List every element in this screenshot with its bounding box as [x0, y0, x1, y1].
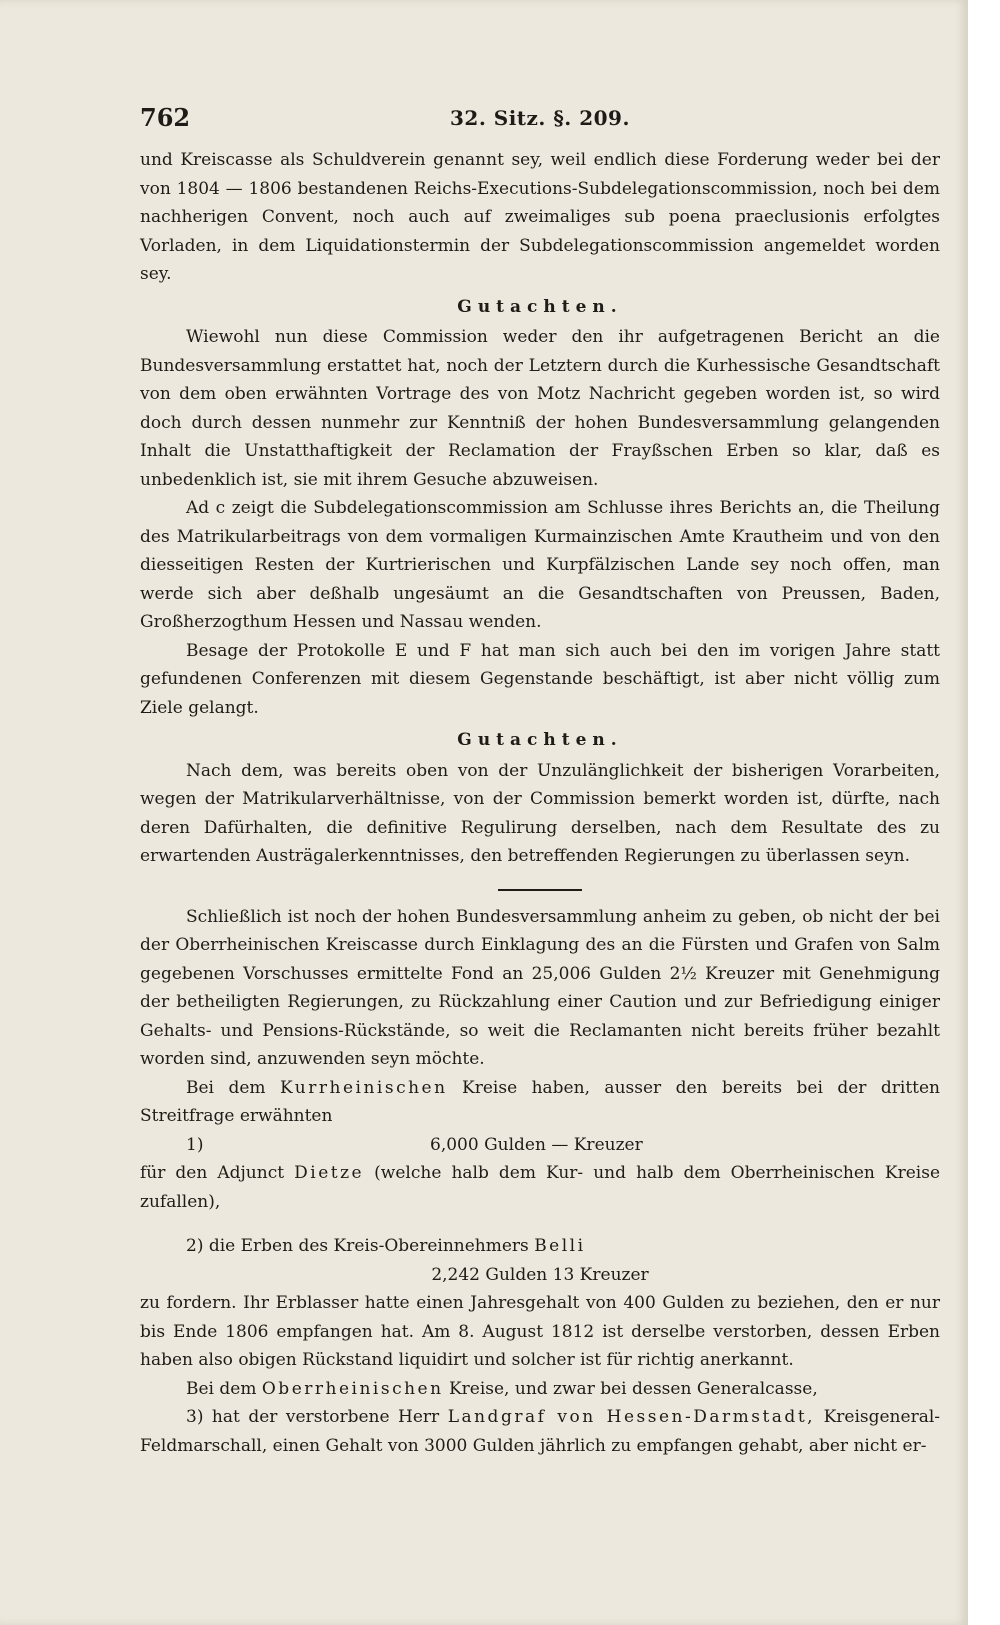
- paragraph: [140, 1403, 940, 1460]
- text-run: (welche halb dem Kur- und halb dem Oberrheinischen Kreise zufallen),: [140, 1163, 940, 1212]
- amount: 2,242 Gulden 13 Kreuzer: [431, 1264, 649, 1285]
- spaced-name: Oberrheinischen: [261, 1378, 444, 1399]
- amount: 6,000 Gulden — Kreuzer: [430, 1134, 643, 1155]
- text-run: 2) die Erben des Kreis-Obereinnehmers: [186, 1236, 529, 1256]
- spaced-name: Kurrheinischen: [279, 1077, 448, 1098]
- paragraph: zu fordern. Ihr Erblasser hatte einen Jahresgehalt von 400 Gulden zu beziehen, den er nur bis Ende 1806 empfangen hat. Am 8. August 1812 ist derselbe verstorben, dessen Erben haben also obigen Rückstand liquidirt und solcher ist für richtig anerkannt.: [140, 1293, 940, 1370]
- section-heading: Gutachten.: [457, 296, 623, 317]
- page-header: [140, 98, 940, 138]
- spaced-name: Dietze: [294, 1163, 365, 1183]
- text-run: Bei dem: [186, 1378, 257, 1399]
- spaced-name: Landgraf von Hessen-Darmstadt,: [447, 1407, 816, 1427]
- page-number: 762: [140, 103, 191, 132]
- paragraph: Nach dem, was bereits oben von der Unzulänglichkeit der bisherigen Vorarbeiten, wegen der Matrikularverhältnisse, von der Commission bemerkt worden ist, dürfte, nach deren Dafürhalten, die definitive Regulirung derselben, nach dem Resultate des zu erwartenden Austrägalerkenntnisses, den betreffenden Regierungen zu überlassen seyn.: [140, 760, 940, 866]
- paragraph: Wiewohl nun diese Commission weder den ihr aufgetragenen Bericht an die Bundesversammlung erstattet hat, noch der Letztern durch die Kurhessische Gesandtschaft von dem oben erwähnten Vortrage des von Motz Nachricht gegeben worden ist, so wird doch durch dessen nunmehr zur Kenntniß der hohen Bundesversammlung gelangenden Inhalt die Unstatthaftigkeit der Reclamation der Frayßschen Erben so klar, daß es unbedenklich ist, sie mit ihrem Gesuche abzuweisen.: [140, 327, 940, 490]
- text-run: Kreisgeneral-Feldmarschall, einen Gehalt von 3000 Gulden jährlich zu empfangen gehabt, aber nicht er-: [140, 1407, 941, 1456]
- text-run: Kreise haben, ausser den bereits bei der dritten Streitfrage erwähnten: [140, 1077, 941, 1126]
- list-number: 1): [186, 1134, 204, 1155]
- text-run: Kreise, und zwar bei dessen Generalcasse,: [448, 1378, 818, 1399]
- paragraph: Schließlich ist noch der hohen Bundesversammlung anheim zu geben, ob nicht der bei der Oberrheinischen Kreiscasse durch Einklagung des an die Fürsten und Grafen von Salm gegebenen Vorschusses ermittelte Fond an 25,006 Gulden 2½ Kreuzer mit Genehmigung der betheiligten Regierungen, zu Rückzahlung einer Caution und zur Befriedigung einiger Gehalts- und Pensions-Rückstände, so weit die Reclamanten nicht bereits früher bezahlt worden sind, anzuwenden seyn möchte.: [140, 906, 940, 1069]
- text-run: 3) hat der verstorbene Herr: [186, 1407, 440, 1427]
- list-item-amount-row: [140, 1131, 940, 1160]
- paragraph: und Kreiscasse als Schuldverein genannt sey, weil endlich diese Forderung weder bei der von 1804 — 1806 bestandenen Reichs-Executions-Subdelegationscommission, noch bei dem nachherigen Convent, noch auch auf zweimaliges sub poena praeclusionis erfolgtes Vorladen, in dem Liquidationstermin der Subdelegationscommission angemeldet worden sey.: [140, 150, 940, 284]
- text-run: für den Adjunct: [140, 1163, 285, 1183]
- spaced-name: Belli: [534, 1236, 586, 1256]
- section-heading: Gutachten.: [457, 730, 623, 750]
- text-run: Bei dem: [186, 1077, 266, 1098]
- separator-rule: [498, 889, 582, 891]
- paragraph: [140, 1375, 940, 1404]
- running-title: 32. Sitz. §. 209.: [450, 106, 630, 130]
- paragraph: [140, 1159, 940, 1216]
- paragraph: [140, 1074, 940, 1131]
- text-column: [140, 98, 940, 1460]
- paragraph: Besage der Protokolle E und F hat man sich auch bei den im vorigen Jahre statt gefundenen Conferenzen mit diesem Gegenstande beschäftigt, ist aber nicht völlig zum Ziele gelangt.: [140, 640, 940, 718]
- paragraph: Ad c zeigt die Subdelegationscommission am Schlusse ihres Berichts an, die Theilung des Matrikularbeitrags von dem vormaligen Kurmainzischen Amte Krautheim und von den diesseitigen Resten der Kurtrierischen und Kurpfälzischen Lande sey noch offen, man werde sich aber deßhalb ungesäumt an die Gesandtschaften von Preussen, Baden, Großherzogthum Hessen und Nassau wenden.: [140, 498, 940, 632]
- paragraph: [140, 1232, 940, 1261]
